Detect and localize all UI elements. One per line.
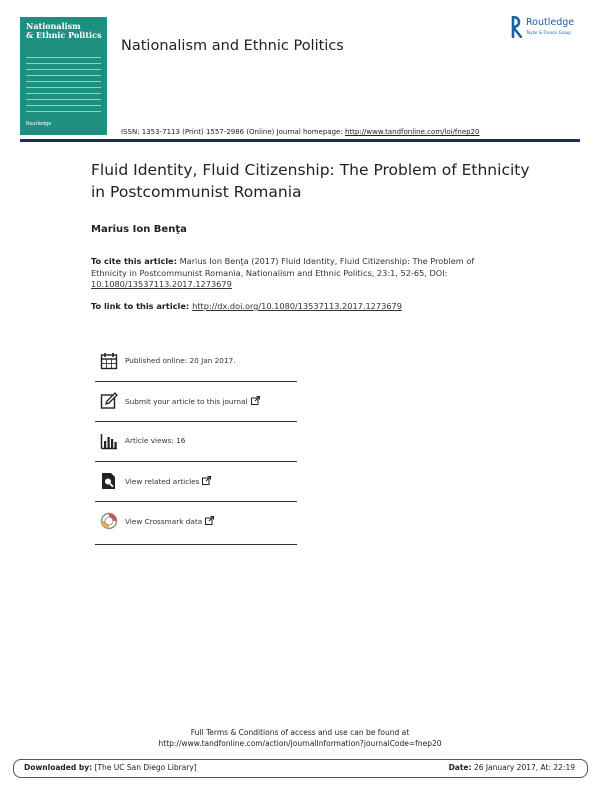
info-divider [95,501,297,502]
terms-note [0,727,600,749]
info-divider [95,421,297,422]
edit-icon [100,392,118,410]
published-date: Published online: 20 Jan 2017. [125,356,236,365]
submit-article-label [125,396,260,406]
journal-homepage-link[interactable]: http://www.tandfonline.com/loi/fnep20 [344,128,480,136]
date-value: 26 January 2017, At: 22:19 [473,763,575,772]
download-info-bar [13,759,588,778]
journal-cover [20,17,107,135]
info-divider [95,461,297,462]
related-articles-label [125,476,211,486]
related-articles-row[interactable] [95,463,297,501]
calendar-icon [100,352,118,370]
published-row [95,343,297,381]
cite-text: Marius Ion Benţa (2017) Fluid Identity, Fluid Citizenship: The Problem of Ethnicity in Postcommunist Romania, Nationalism and Ethnic Politics, 23:1, 52-65, DOI: [91,256,475,278]
cover-publisher-mark: Routledge [26,121,52,127]
cover-title [26,22,106,40]
terms-link[interactable]: http://www.tandfonline.com/action/journalInformation?journalCode=fnep20 [158,739,442,748]
journal-title: Nationalism and Ethnic Politics [121,38,344,54]
article-doi-link[interactable]: http://dx.doi.org/10.1080/13537113.2017.1273679 [192,301,402,311]
issn-line [121,128,480,136]
publisher-tagline: Taylor & Francis Group [526,30,571,35]
submit-article-row[interactable] [95,383,297,421]
submit-article-link[interactable]: Submit your article to this journal [125,397,248,406]
external-link-icon [205,516,214,525]
info-divider [95,544,297,545]
article-title: Fluid Identity, Fluid Citizenship: The Problem of Ethnicity in Postcommunist Romania [91,161,530,201]
article-views-count: Article views: 16 [125,436,186,445]
terms-line: Full Terms & Conditions of access and use can be found at [190,728,410,737]
publisher-name: Routledge [526,17,575,28]
crossmark-link[interactable]: View Crossmark data [125,517,203,526]
related-articles-link[interactable]: View related articles [125,477,200,486]
download-date [449,763,575,772]
article-link-line [91,301,402,311]
document-search-icon [100,472,118,490]
crossmark-label [125,516,214,526]
bar-chart-icon [100,432,118,450]
downloaded-label: Downloaded by: [24,763,93,772]
routledge-logo-icon [511,16,523,38]
article-author: Marius Ion Benţa [91,224,187,235]
external-link-icon [251,396,260,405]
link-label: To link to this article: [91,301,190,311]
cover-decoration [26,57,101,117]
downloaded-by [24,763,197,772]
issn-text: ISSN: 1353-7113 (Print) 1557-2986 (Online) Journal homepage: [121,128,345,136]
crossmark-icon [100,512,118,530]
cover-title-line2: & Ethnic Politics [26,30,102,40]
date-label: Date: [448,763,472,772]
cite-doi-link[interactable]: 10.1080/13537113.2017.1273679 [91,279,232,289]
header-divider [20,139,580,142]
crossmark-row[interactable] [95,503,297,541]
info-divider [95,381,297,382]
cover-title-line1: Nationalism [26,21,81,31]
article-views-row [95,423,297,461]
cite-label: To cite this article: [91,256,177,266]
downloaded-value: [The UC San Diego Library] [94,763,197,772]
citation-block [91,256,511,291]
external-link-icon [202,476,211,485]
